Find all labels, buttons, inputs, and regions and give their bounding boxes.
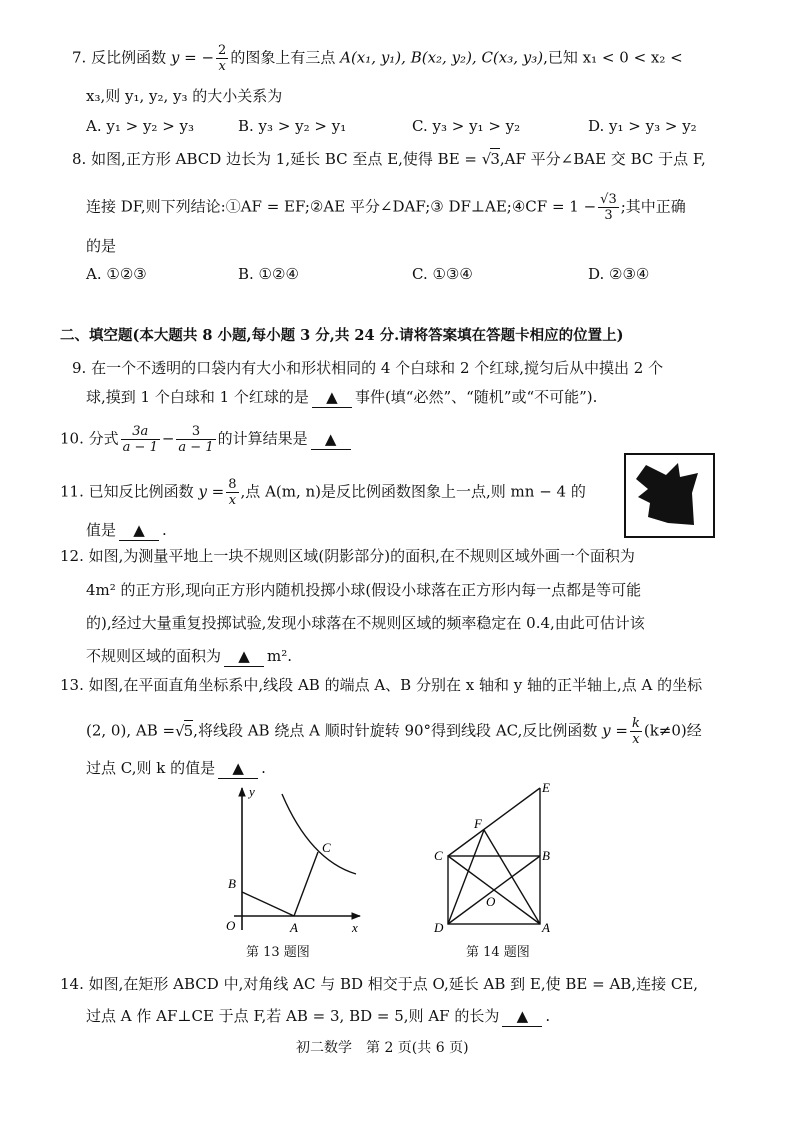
- answer-blank: ▲: [311, 429, 351, 450]
- q7-fraction: $\frac{2}{x}$: [218, 43, 227, 74]
- label-x: x: [352, 920, 358, 935]
- q12-line2: 4m² 的正方形,现向正方形内随机投掷小球(假设小球落在正方形内每一点都是等可能: [86, 581, 642, 599]
- label-y: y: [249, 784, 255, 799]
- q10-number: 10.: [60, 429, 84, 448]
- answer-blank: ▲: [218, 758, 258, 779]
- q7-line2: x₃,则 y₁, y₂, y₃ 的大小关系为: [86, 87, 283, 105]
- figure-13-caption: 第 13 题图: [246, 945, 310, 960]
- figure-14: [428, 778, 560, 938]
- label-e: E: [542, 780, 550, 795]
- label-b: B: [542, 848, 550, 863]
- q13-number: 13.: [60, 676, 84, 694]
- q14-number: 14.: [60, 975, 84, 993]
- q8-option-a: A. ①②③: [86, 265, 147, 283]
- page-footer: 初二数学 第 2 页(共 6 页): [296, 1040, 469, 1056]
- q14-line1: 14. 如图,在矩形 ABCD 中,对角线 AC 与 BD 相交于点 O,延长 AB 到 E,使 BE = AB,连接 CE,: [60, 975, 699, 993]
- section-title: 二、填空题(本大题共 8 小题,每小题 3 分,共 24 分.请将答案填在答题卡相应的位置上): [60, 327, 624, 344]
- answer-blank: ▲: [119, 520, 159, 541]
- q11-line2: 值是 ▲ .: [86, 521, 167, 539]
- label-o: O: [226, 918, 236, 933]
- label-a: A: [290, 920, 298, 935]
- shaded-region: [636, 463, 698, 525]
- q12-line3: 的),经过大量重复投掷试验,发现小球落在不规则区域的频率稳定在 0.4,由此可估计该: [86, 614, 645, 632]
- hyperbola-curve: [282, 794, 356, 874]
- q14-line2: 过点 A 作 AF⊥CE 于点 F,若 AB = 3, BD = 5,则 AF 的长为 ▲ .: [86, 1007, 551, 1025]
- label-f: F: [474, 816, 482, 831]
- q10-fraction-1: $\frac{3a}{a - 1}$: [122, 424, 158, 455]
- q7-option-c: C. y₃ > y₁ > y₂: [412, 117, 521, 135]
- q11-fraction: $\frac{8}{x}$: [228, 477, 237, 508]
- label-b: B: [228, 876, 236, 891]
- q12-figure: [624, 453, 716, 539]
- q8-option-b: B. ①②④: [238, 265, 299, 283]
- q13-fraction: $\frac{k}{x}$: [631, 716, 640, 747]
- label-d: D: [434, 920, 444, 935]
- q11-line1: 11. 已知反比例函数 y = $\frac{8}{x}$ ,点 A(m, n)是反比例函数图象上一点,则 mn − 4 的: [60, 477, 586, 508]
- segment-af: [484, 830, 540, 924]
- q13-line3: 过点 C,则 k 的值是 ▲ .: [86, 759, 266, 777]
- answer-blank: ▲: [312, 387, 352, 408]
- q9-line1: 9. 在一个不透明的口袋内有大小和形状相同的 4 个白球和 2 个红球,搅匀后从中摸出 2 个: [72, 359, 664, 377]
- figure-14-caption: 第 14 题图: [466, 945, 530, 960]
- q8-fraction: $\frac{√3}{3}$: [600, 192, 617, 223]
- q10-fraction-2: $\frac{3}{a - 1}$: [178, 424, 214, 455]
- sqrt-3: √3: [481, 150, 500, 168]
- q8-option-d: D. ②③④: [588, 265, 650, 283]
- answer-blank: ▲: [502, 1006, 542, 1027]
- label-c: C: [322, 840, 331, 855]
- q12-number: 12.: [60, 547, 84, 565]
- q10-line: 10. 分式 $\frac{3a}{a - 1}$ − $\frac{3}{a - 1}$ 的计算结果是 ▲: [60, 424, 354, 455]
- segment-ab: [242, 892, 294, 916]
- segment-ac: [294, 852, 318, 916]
- q9-line2: 球,摸到 1 个白球和 1 个红球的是 ▲ 事件(填“必然”、“随机”或“不可能”).: [86, 388, 598, 406]
- q7-option-d: D. y₁ > y₃ > y₂: [588, 117, 697, 135]
- q9-number: 9.: [72, 359, 87, 377]
- q7-option-b: B. y₃ > y₂ > y₁: [238, 117, 347, 135]
- q11-number: 11.: [60, 482, 84, 501]
- label-c: C: [434, 848, 443, 863]
- sqrt-5: √5: [175, 721, 194, 740]
- q8-number: 8.: [72, 150, 87, 168]
- q7-line1: 7. 反比例函数 y = − $\frac{2}{x}$ 的图象上有三点 A(x₁, y₁), B(x₂, y₂), C(x₃, y₃),已知 x₁ < 0 < x₂ <: [72, 43, 683, 74]
- q8-line3: 的是: [86, 237, 117, 255]
- label-a: A: [542, 920, 550, 935]
- q8-line2: 连接 DF,则下列结论:①AF = EF;②AE 平分∠DAF;③ DF⊥AE;④CF = 1 − $\frac{√3}{3}$ ;其中正确: [86, 192, 686, 223]
- figure-13: [220, 780, 370, 938]
- q8-option-c: C. ①③④: [412, 265, 473, 283]
- q7-number: 7.: [72, 48, 87, 67]
- q13-line2: (2, 0), AB =√5,将线段 AB 绕点 A 顺时针旋转 90°得到线段 AC,反比例函数 y = $\frac{k}{x}$ (k≠0)经: [86, 716, 702, 747]
- q7-option-a: A. y₁ > y₂ > y₃: [86, 117, 195, 135]
- q12-line4: 不规则区域的面积为 ▲ m².: [86, 647, 293, 665]
- answer-blank: ▲: [224, 646, 264, 667]
- label-o: O: [486, 894, 496, 909]
- q8-line1: 8. 如图,正方形 ABCD 边长为 1,延长 BC 至点 E,使得 BE = √3,AF 平分∠BAE 交 BC 于点 F,: [72, 150, 706, 168]
- q13-line1: 13. 如图,在平面直角坐标系中,线段 AB 的端点 A、B 分别在 x 轴和 y 轴的正半轴上,点 A 的坐标: [60, 676, 703, 694]
- q12-line1: 12. 如图,为测量平地上一块不规则区域(阴影部分)的面积,在不规则区域外画一个面积为: [60, 547, 635, 565]
